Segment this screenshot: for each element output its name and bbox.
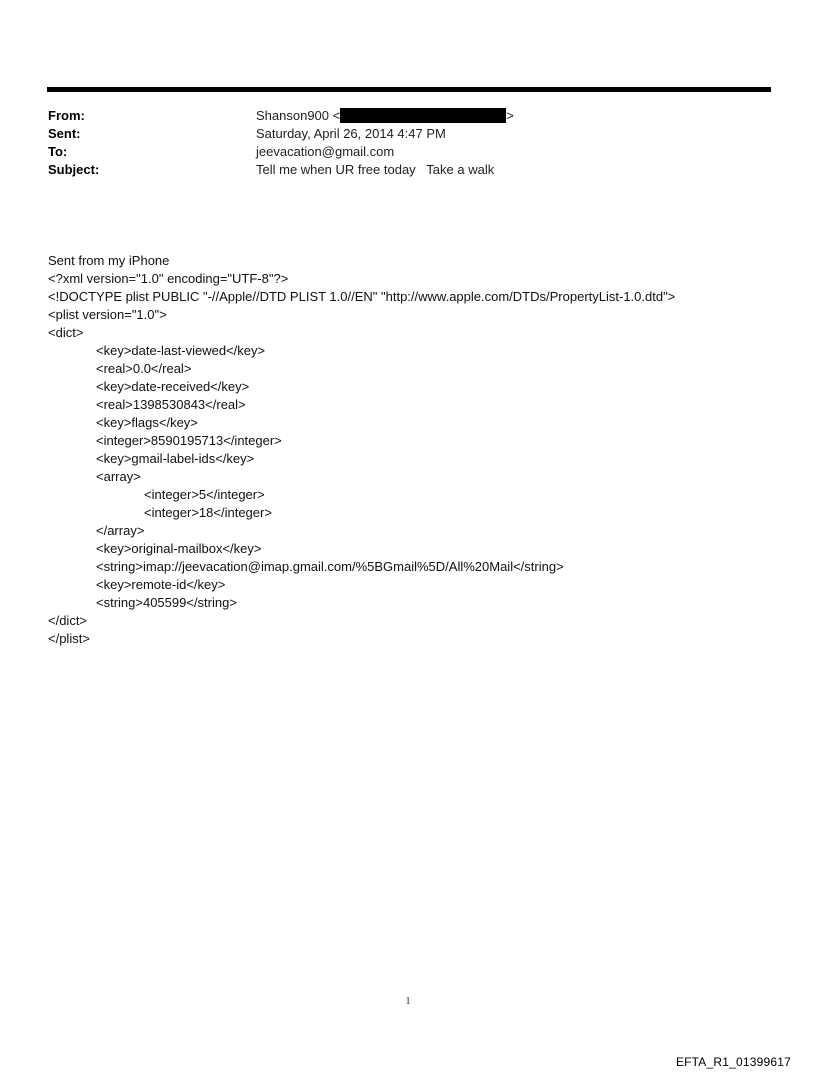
- body-line: <real>1398530843</real>: [96, 397, 246, 412]
- body-line: <key>gmail-label-ids</key>: [96, 451, 255, 466]
- body-line: <real>0.0</real>: [96, 361, 192, 376]
- page-number: 1: [405, 996, 411, 1007]
- sent-value: Saturday, April 26, 2014 4:47 PM: [256, 126, 446, 141]
- body-line: <string>imap://jeevacation@imap.gmail.com/%5BGmail%5D/All%20Mail</string>: [96, 559, 564, 574]
- email-header: [48, 107, 514, 179]
- body-line: <key>date-last-viewed</key>: [96, 343, 266, 358]
- body-line: <plist version="1.0">: [48, 307, 167, 322]
- body-line: </dict>: [48, 613, 88, 628]
- document-id: EFTA_R1_01399617: [675, 1055, 791, 1069]
- body-line: <key>original-mailbox</key>: [96, 541, 262, 556]
- body-line: <key>flags</key>: [96, 415, 198, 430]
- redaction-box: [340, 108, 506, 123]
- sent-label: Sent:: [48, 126, 81, 141]
- sent-row: [48, 125, 514, 143]
- body-line: <!DOCTYPE plist PUBLIC "-//Apple//DTD PLIST 1.0//EN" "http://www.apple.com/DTDs/PropertyList-1.0.dtd">: [48, 289, 676, 304]
- body-line: <key>remote-id</key>: [96, 577, 226, 592]
- from-close-bracket: >: [506, 108, 514, 123]
- to-row: [48, 143, 514, 161]
- body-line: </plist>: [48, 631, 90, 646]
- from-name: Shanson900 <: [256, 108, 341, 123]
- body-line: <integer>8590195713</integer>: [96, 433, 282, 448]
- to-value: jeevacation@gmail.com: [256, 144, 395, 159]
- from-value: [256, 107, 514, 125]
- body-line: Sent from my iPhone: [48, 253, 170, 268]
- body-line: <array>: [96, 469, 141, 484]
- body-line: <?xml version="1.0" encoding="UTF-8"?>: [48, 271, 289, 286]
- email-body: [48, 252, 675, 648]
- subject-label: Subject:: [48, 162, 100, 177]
- body-line: <key>date-received</key>: [96, 379, 250, 394]
- from-label: From:: [48, 108, 85, 123]
- subject-row: [48, 161, 514, 179]
- body-line: </array>: [96, 523, 145, 538]
- body-line: <dict>: [48, 325, 84, 340]
- body-line: <integer>5</integer>: [144, 487, 265, 502]
- header-divider: [47, 87, 771, 92]
- subject-value: Tell me when UR free today Take a walk: [256, 162, 495, 177]
- body-line: <string>405599</string>: [96, 595, 237, 610]
- body-line: <integer>18</integer>: [144, 505, 272, 520]
- from-row: [48, 107, 514, 125]
- to-label: To:: [48, 144, 68, 159]
